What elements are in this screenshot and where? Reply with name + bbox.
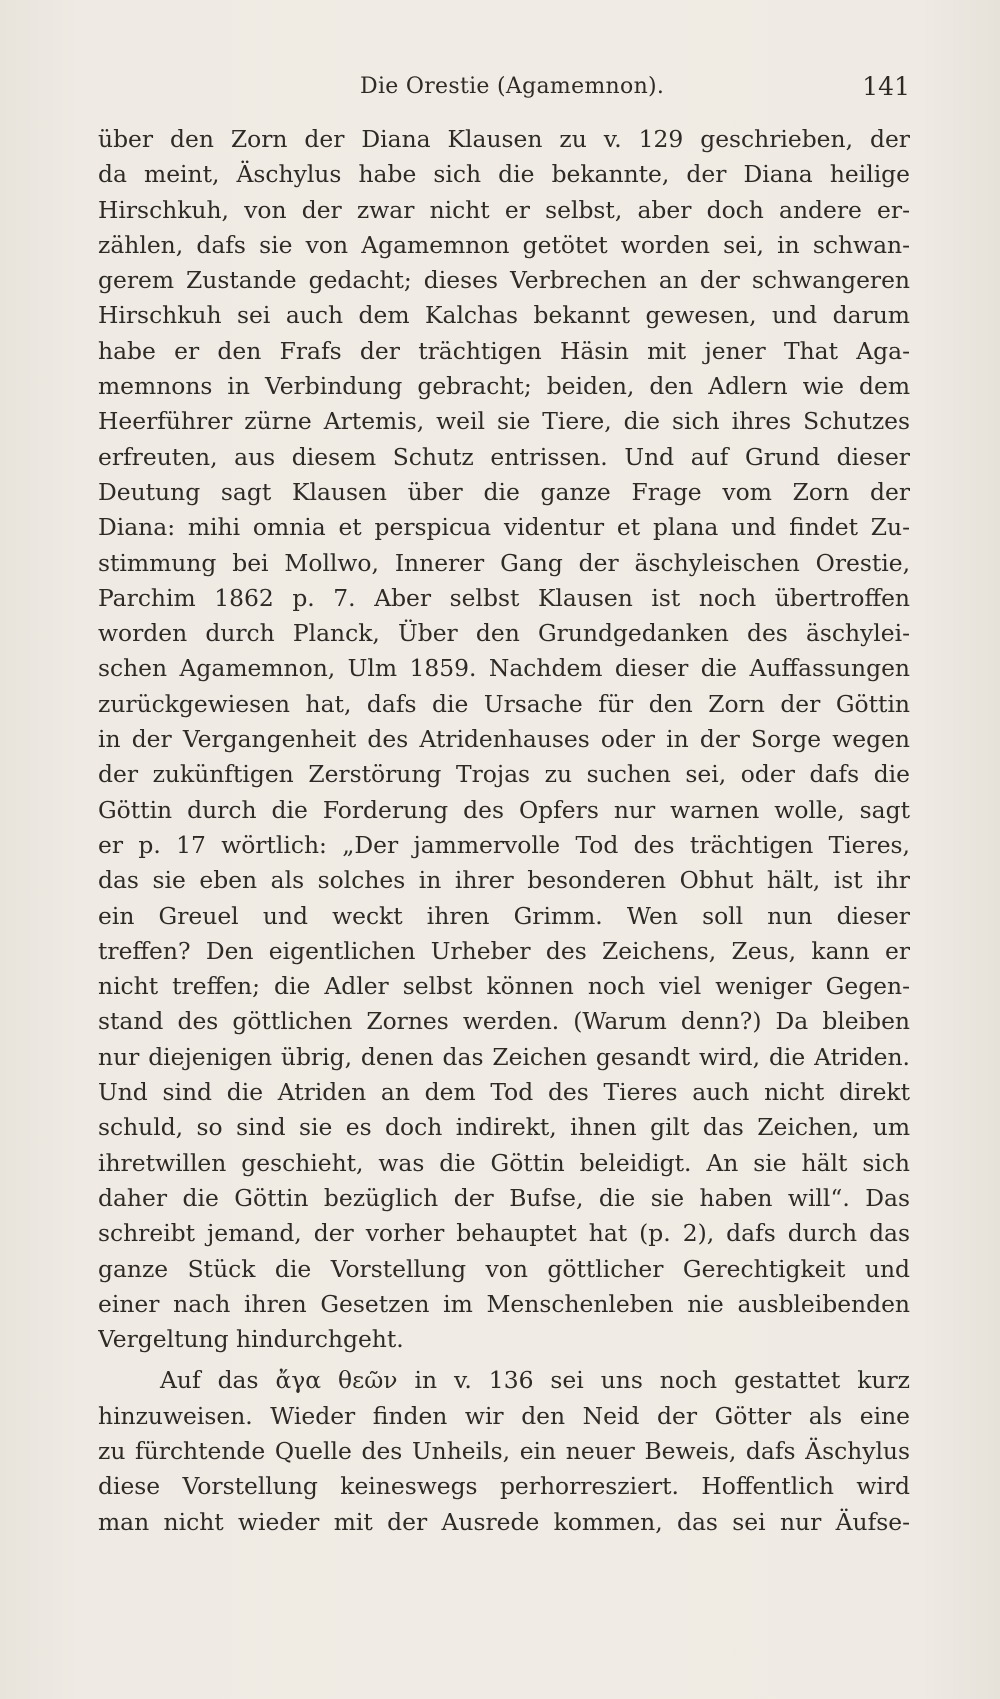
text-line: ihretwillen geschieht, was die Göttin beleidigt. An sie hält sich xyxy=(98,1148,910,1177)
text-line: zurückgewiesen hat, dafs die Ursache für den Zorn der Göttin xyxy=(98,689,910,718)
text-line: worden durch Planck, Über den Grundgedanken des äschylei- xyxy=(98,619,910,648)
text-line: Hirschkuh sei auch dem Kalchas bekannt gewesen, und darum xyxy=(98,301,910,330)
text-line: über den Zorn der Diana Klausen zu v. 129 geschrieben, der xyxy=(98,125,910,153)
text-line: daher die Göttin bezüglich der Bufse, die sie haben will“. Das xyxy=(98,1183,910,1212)
text-line: schen Agamemnon, Ulm 1859. Nachdem dieser die Auffassungen xyxy=(98,654,910,683)
text-line: schuld, so sind sie es doch indirekt, ihnen gilt das Zeichen, um xyxy=(98,1113,910,1142)
text-line: gerem Zustande gedacht; dieses Verbrechen an der schwangeren xyxy=(98,266,910,295)
text-line: nur diejenigen übrig, denen das Zeichen gesandt wird, die Atriden. xyxy=(98,1042,910,1071)
body-text xyxy=(98,122,910,1540)
text-line: schreibt jemand, der vorher behauptet hat (p. 2), dafs durch das xyxy=(98,1219,910,1248)
text-line: das sie eben als solches in ihrer besonderen Obhut hält, ist ihr xyxy=(98,866,910,895)
text-line: stand des göttlichen Zornes werden. (Warum denn?) Da bleiben xyxy=(98,1007,910,1036)
text-line: Deutung sagt Klausen über die ganze Frage vom Zorn der xyxy=(98,477,910,506)
page-number: 141 xyxy=(862,72,910,101)
text-line: Auf das ἄγα θεῶν in v. 136 sei uns noch gestattet kurz xyxy=(160,1366,910,1395)
paragraph-1 xyxy=(98,122,910,1357)
text-line: nicht treffen; die Adler selbst können noch viel weniger Gegen- xyxy=(98,972,910,1001)
text-line: Göttin durch die Forderung des Opfers nur warnen wolle, sagt xyxy=(98,795,910,824)
text-line: Parchim 1862 p. 7. Aber selbst Klausen ist noch übertroffen xyxy=(98,583,910,612)
text-line: der zukünftigen Zerstörung Trojas zu suchen sei, oder dafs die xyxy=(98,760,910,789)
text-line: Hirschkuh, von der zwar nicht er selbst, aber doch andere er- xyxy=(98,195,910,224)
text-line: da meint, Äschylus habe sich die bekannte, der Diana heilige xyxy=(98,160,910,189)
text-line: Vergeltung hindurchgeht. xyxy=(98,1325,404,1354)
running-title: Die Orestie (Agamemnon). xyxy=(360,74,665,99)
text-line: Heerführer zürne Artemis, weil sie Tiere, die sich ihres Schutzes xyxy=(98,407,910,436)
text-line: man nicht wieder mit der Ausrede kommen, das sei nur Äufse- xyxy=(98,1507,910,1536)
text-line: habe er den Frafs der trächtigen Häsin mit jener That Aga- xyxy=(98,336,910,365)
text-line: ein Greuel und weckt ihren Grimm. Wen soll nun dieser xyxy=(98,901,910,930)
text-line: zählen, dafs sie von Agamemnon getötet worden sei, in schwan- xyxy=(98,230,910,259)
text-line: in der Vergangenheit des Atridenhauses oder in der Sorge wegen xyxy=(98,725,910,754)
text-line: einer nach ihren Gesetzen im Menschenleben nie ausbleibenden xyxy=(98,1289,910,1318)
text-line: memnons in Verbindung gebracht; beiden, den Adlern wie dem xyxy=(98,372,910,401)
text-line: Und sind die Atriden an dem Tod des Tieres auch nicht direkt xyxy=(98,1078,910,1107)
text-line: zu fürchtende Quelle des Unheils, ein neuer Beweis, dafs Äschylus xyxy=(98,1436,910,1465)
text-line: hinzuweisen. Wieder finden wir den Neid der Götter als eine xyxy=(98,1401,910,1430)
paragraph-2 xyxy=(98,1363,910,1539)
page-header xyxy=(98,70,910,106)
text-line: diese Vorstellung keineswegs perhorresziert. Hoffentlich wird xyxy=(98,1472,910,1501)
text-line: erfreuten, aus diesem Schutz entrissen. Und auf Grund dieser xyxy=(98,442,910,471)
text-line: er p. 17 wörtlich: „Der jammervolle Tod des trächtigen Tieres, xyxy=(98,830,910,859)
text-line: ganze Stück die Vorstellung von göttlicher Gerechtigkeit und xyxy=(98,1254,910,1283)
text-line: stimmung bei Mollwo, Innerer Gang der äschyleischen Orestie, xyxy=(98,548,910,577)
text-line: Diana: mihi omnia et perspicua videntur et plana und findet Zu- xyxy=(98,513,910,542)
text-line: treffen? Den eigentlichen Urheber des Zeichens, Zeus, kann er xyxy=(98,936,910,965)
